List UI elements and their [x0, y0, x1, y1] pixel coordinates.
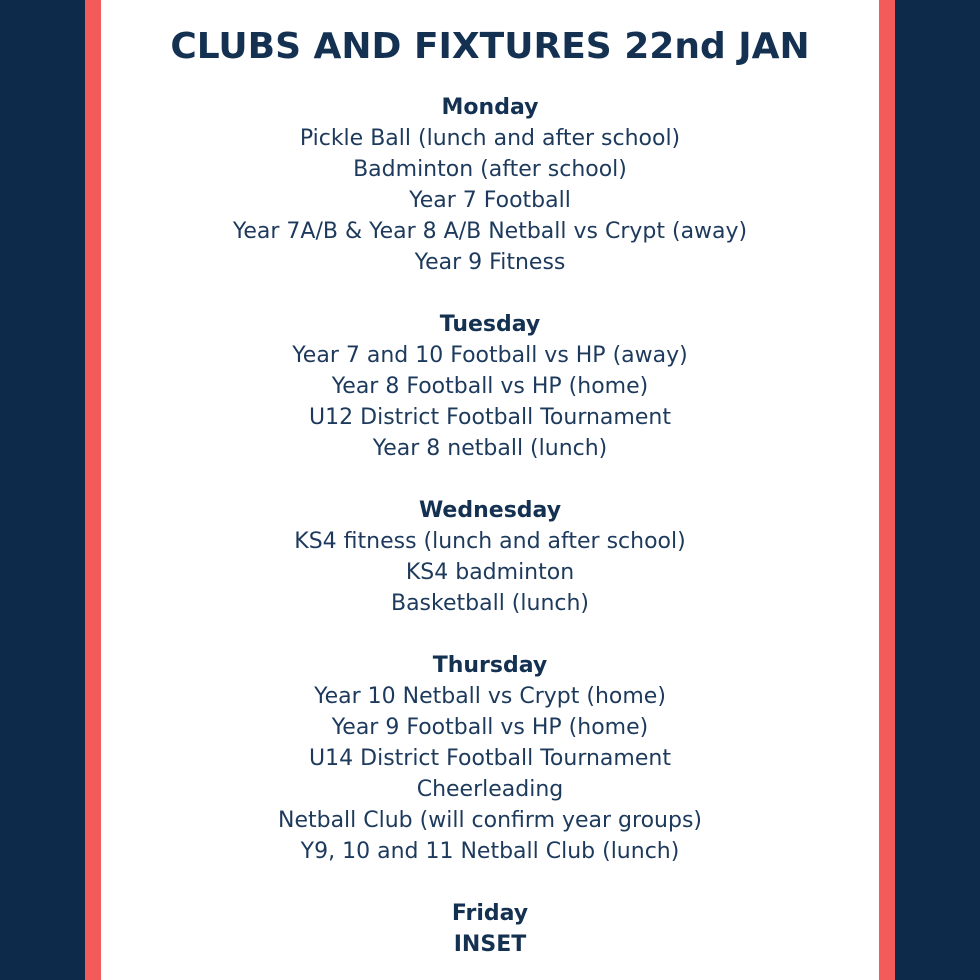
list-item: Year 7A/B & Year 8 A/B Netball vs Crypt (away) [232, 219, 748, 244]
list-item: Year 8 netball (lunch) [372, 436, 608, 461]
list-item: Year 7 Football [409, 188, 571, 213]
list-item: Year 8 Football vs HP (home) [331, 374, 649, 399]
left-accent-stripe [85, 0, 101, 980]
poster-panel [101, 0, 879, 980]
list-item: Year 9 Football vs HP (home) [331, 715, 649, 740]
list-item: Pickle Ball (lunch and after school) [299, 126, 681, 151]
list-item: Y9, 10 and 11 Netball Club (lunch) [300, 839, 680, 864]
list-item: Badminton (after school) [353, 157, 627, 182]
list-item: Cheerleading [416, 777, 564, 802]
day-heading: Thursday [432, 653, 548, 678]
right-accent-stripe [879, 0, 895, 980]
schedule [101, 92, 879, 960]
list-item: KS4 fitness (lunch and after school) [294, 529, 686, 554]
day-tuesday [101, 309, 879, 464]
day-heading: Wednesday [418, 498, 562, 523]
page-title: CLUBS AND FIXTURES 22nd JAN [170, 26, 810, 67]
day-friday [101, 898, 879, 960]
day-wednesday [101, 495, 879, 619]
list-item: Netball Club (will confirm year groups) [277, 808, 702, 833]
day-heading: Friday [451, 901, 529, 926]
day-heading: Tuesday [439, 312, 541, 337]
list-item: U14 District Football Tournament [309, 746, 671, 771]
list-item: Basketball (lunch) [390, 591, 590, 616]
list-item: Year 10 Netball vs Crypt (home) [314, 684, 666, 709]
list-item: INSET [453, 932, 527, 957]
day-heading: Monday [441, 95, 539, 120]
list-item: U12 District Football Tournament [309, 405, 671, 430]
list-item: KS4 badminton [405, 560, 575, 585]
day-thursday [101, 650, 879, 867]
day-monday [101, 92, 879, 278]
list-item: Year 9 Fitness [414, 250, 566, 275]
list-item: Year 7 and 10 Football vs HP (away) [292, 343, 688, 368]
